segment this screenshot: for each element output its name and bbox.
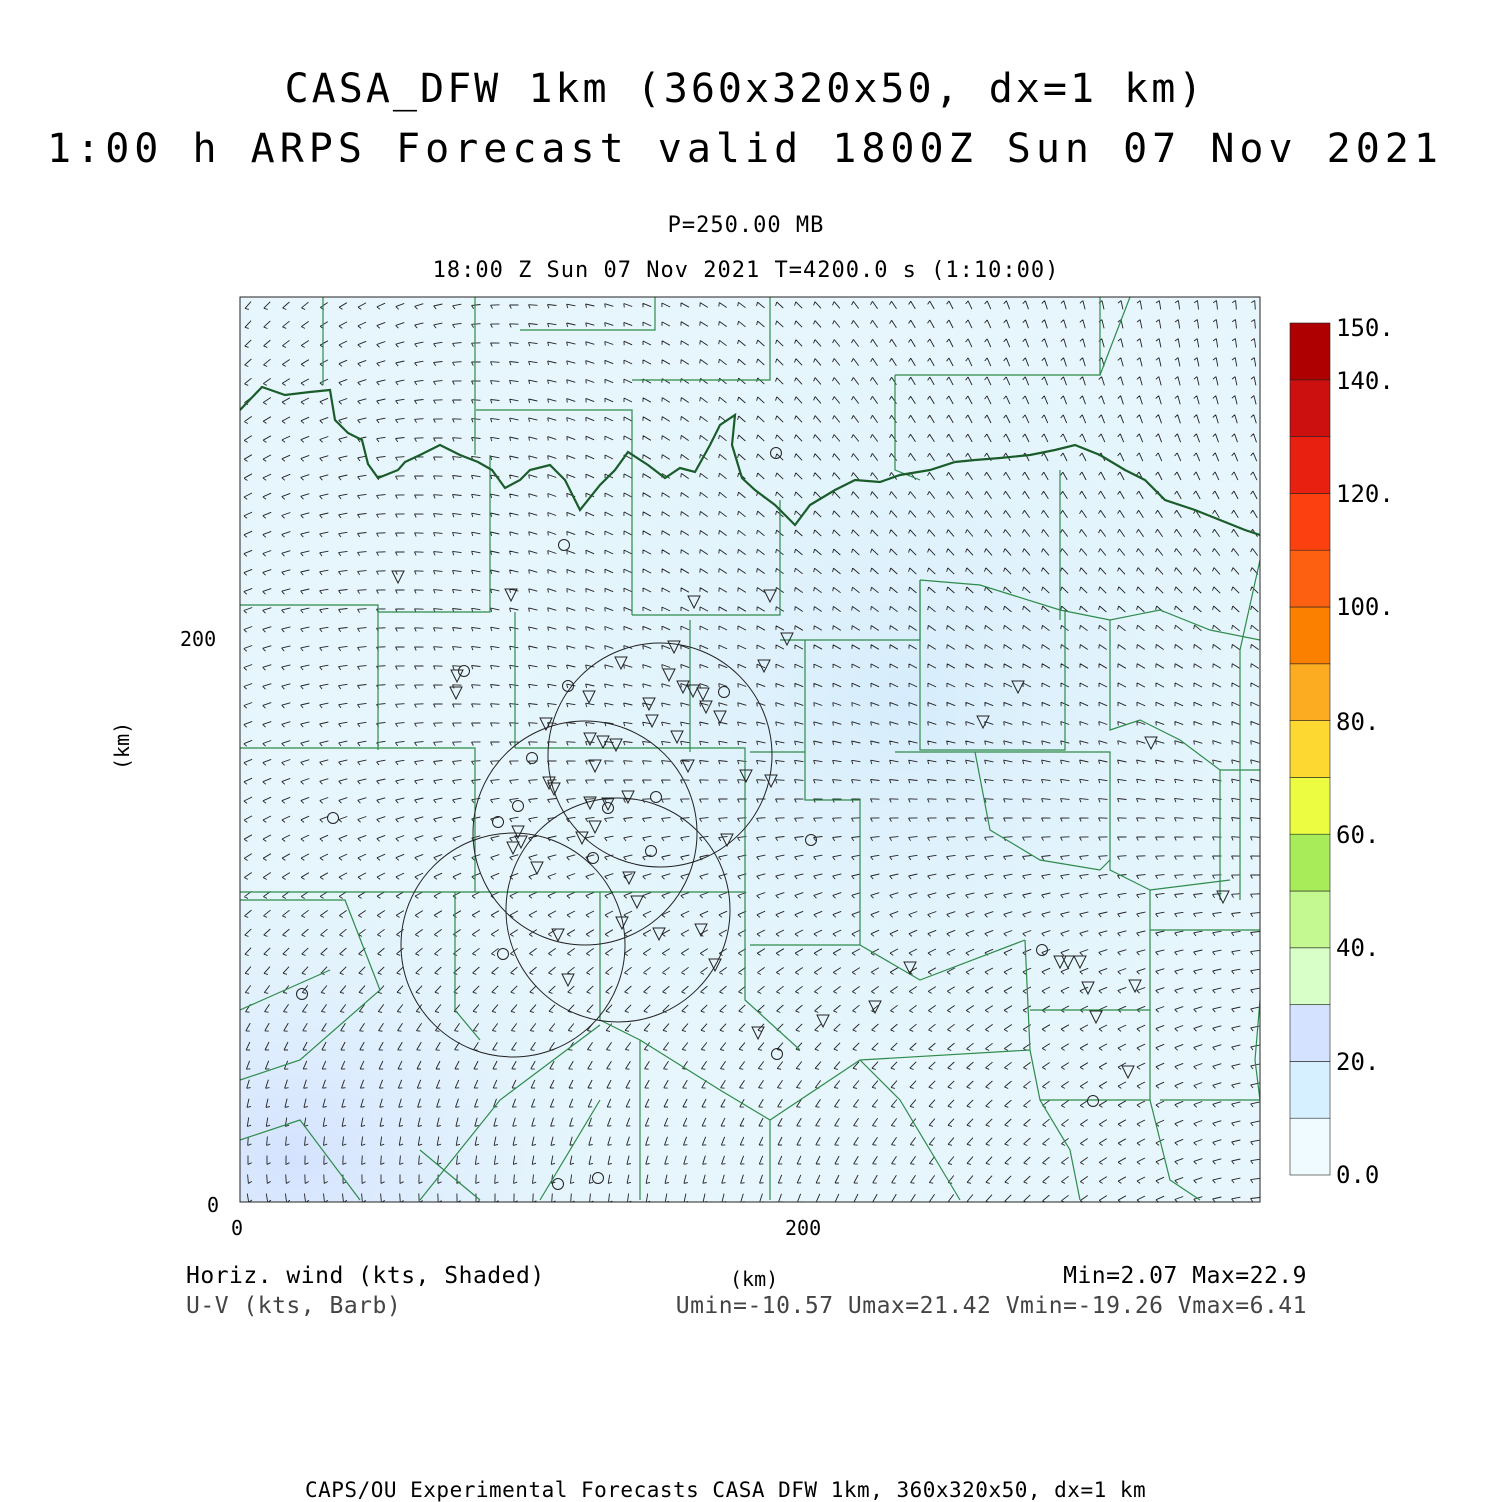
colorbar-segment — [1290, 493, 1330, 550]
colorbar-segment — [1290, 380, 1330, 437]
x-tick-200: 200 — [785, 1216, 822, 1240]
colorbar-segment — [1290, 607, 1330, 664]
colorbar-label: 60. — [1336, 821, 1380, 849]
colorbar-label: 120. — [1336, 480, 1394, 508]
colorbar-segment — [1290, 948, 1330, 1005]
valid-time: 18:00 Z Sun 07 Nov 2021 T=4200.0 s (1:10:00) — [432, 258, 1060, 283]
colorbar — [1290, 314, 1394, 1189]
colorbar-segment — [1290, 891, 1330, 948]
colorbar-label: 100. — [1336, 593, 1394, 621]
footer-credit: CAPS/OU Experimental Forecasts CASA DFW 1km, 360x320x50, dx=1 km — [305, 1478, 1147, 1502]
field-label-shaded: Horiz. wind (kts, Shaded) — [186, 1263, 545, 1289]
colorbar-segment — [1290, 777, 1330, 834]
pressure-level: P=250.00 MB — [667, 213, 825, 238]
colorbar-segment — [1290, 550, 1330, 607]
colorbar-label: 40. — [1336, 934, 1380, 962]
colorbar-segment — [1290, 834, 1330, 891]
colorbar-segment — [1290, 1005, 1330, 1062]
colorbar-label: 140. — [1336, 367, 1394, 395]
colorbar-label: 80. — [1336, 708, 1380, 736]
field-label-barb: U-V (kts, Barb) — [186, 1293, 402, 1319]
y-tick-0: 0 — [207, 1193, 220, 1217]
chart-subtitle: 1:00 h ARPS Forecast valid 1800Z Sun 07 Nov 2021 — [47, 126, 1443, 172]
colorbar-label: 20. — [1336, 1048, 1380, 1076]
colorbar-segment — [1290, 664, 1330, 721]
y-tick-200: 200 — [180, 627, 217, 651]
x-tick-0: 0 — [231, 1216, 244, 1240]
colorbar-label: 150. — [1336, 314, 1394, 342]
colorbar-label: 0.0 — [1336, 1161, 1380, 1189]
colorbar-segment — [1290, 323, 1330, 380]
min-max-stats: Min=2.07 Max=22.9 — [1063, 1263, 1307, 1289]
colorbar-segment — [1290, 1118, 1330, 1175]
colorbar-segment — [1290, 1061, 1330, 1118]
y-axis-label: (km) — [110, 721, 134, 770]
x-axis-label: (km) — [730, 1267, 779, 1291]
chart-title: CASA_DFW 1km (360x320x50, dx=1 km) — [284, 66, 1206, 112]
colorbar-segment — [1290, 721, 1330, 778]
colorbar-segment — [1290, 437, 1330, 494]
uv-stats: Umin=-10.57 Umax=21.42 Vmin=-19.26 Vmax=6.41 — [675, 1293, 1307, 1319]
wind-shading — [240, 297, 1260, 1202]
